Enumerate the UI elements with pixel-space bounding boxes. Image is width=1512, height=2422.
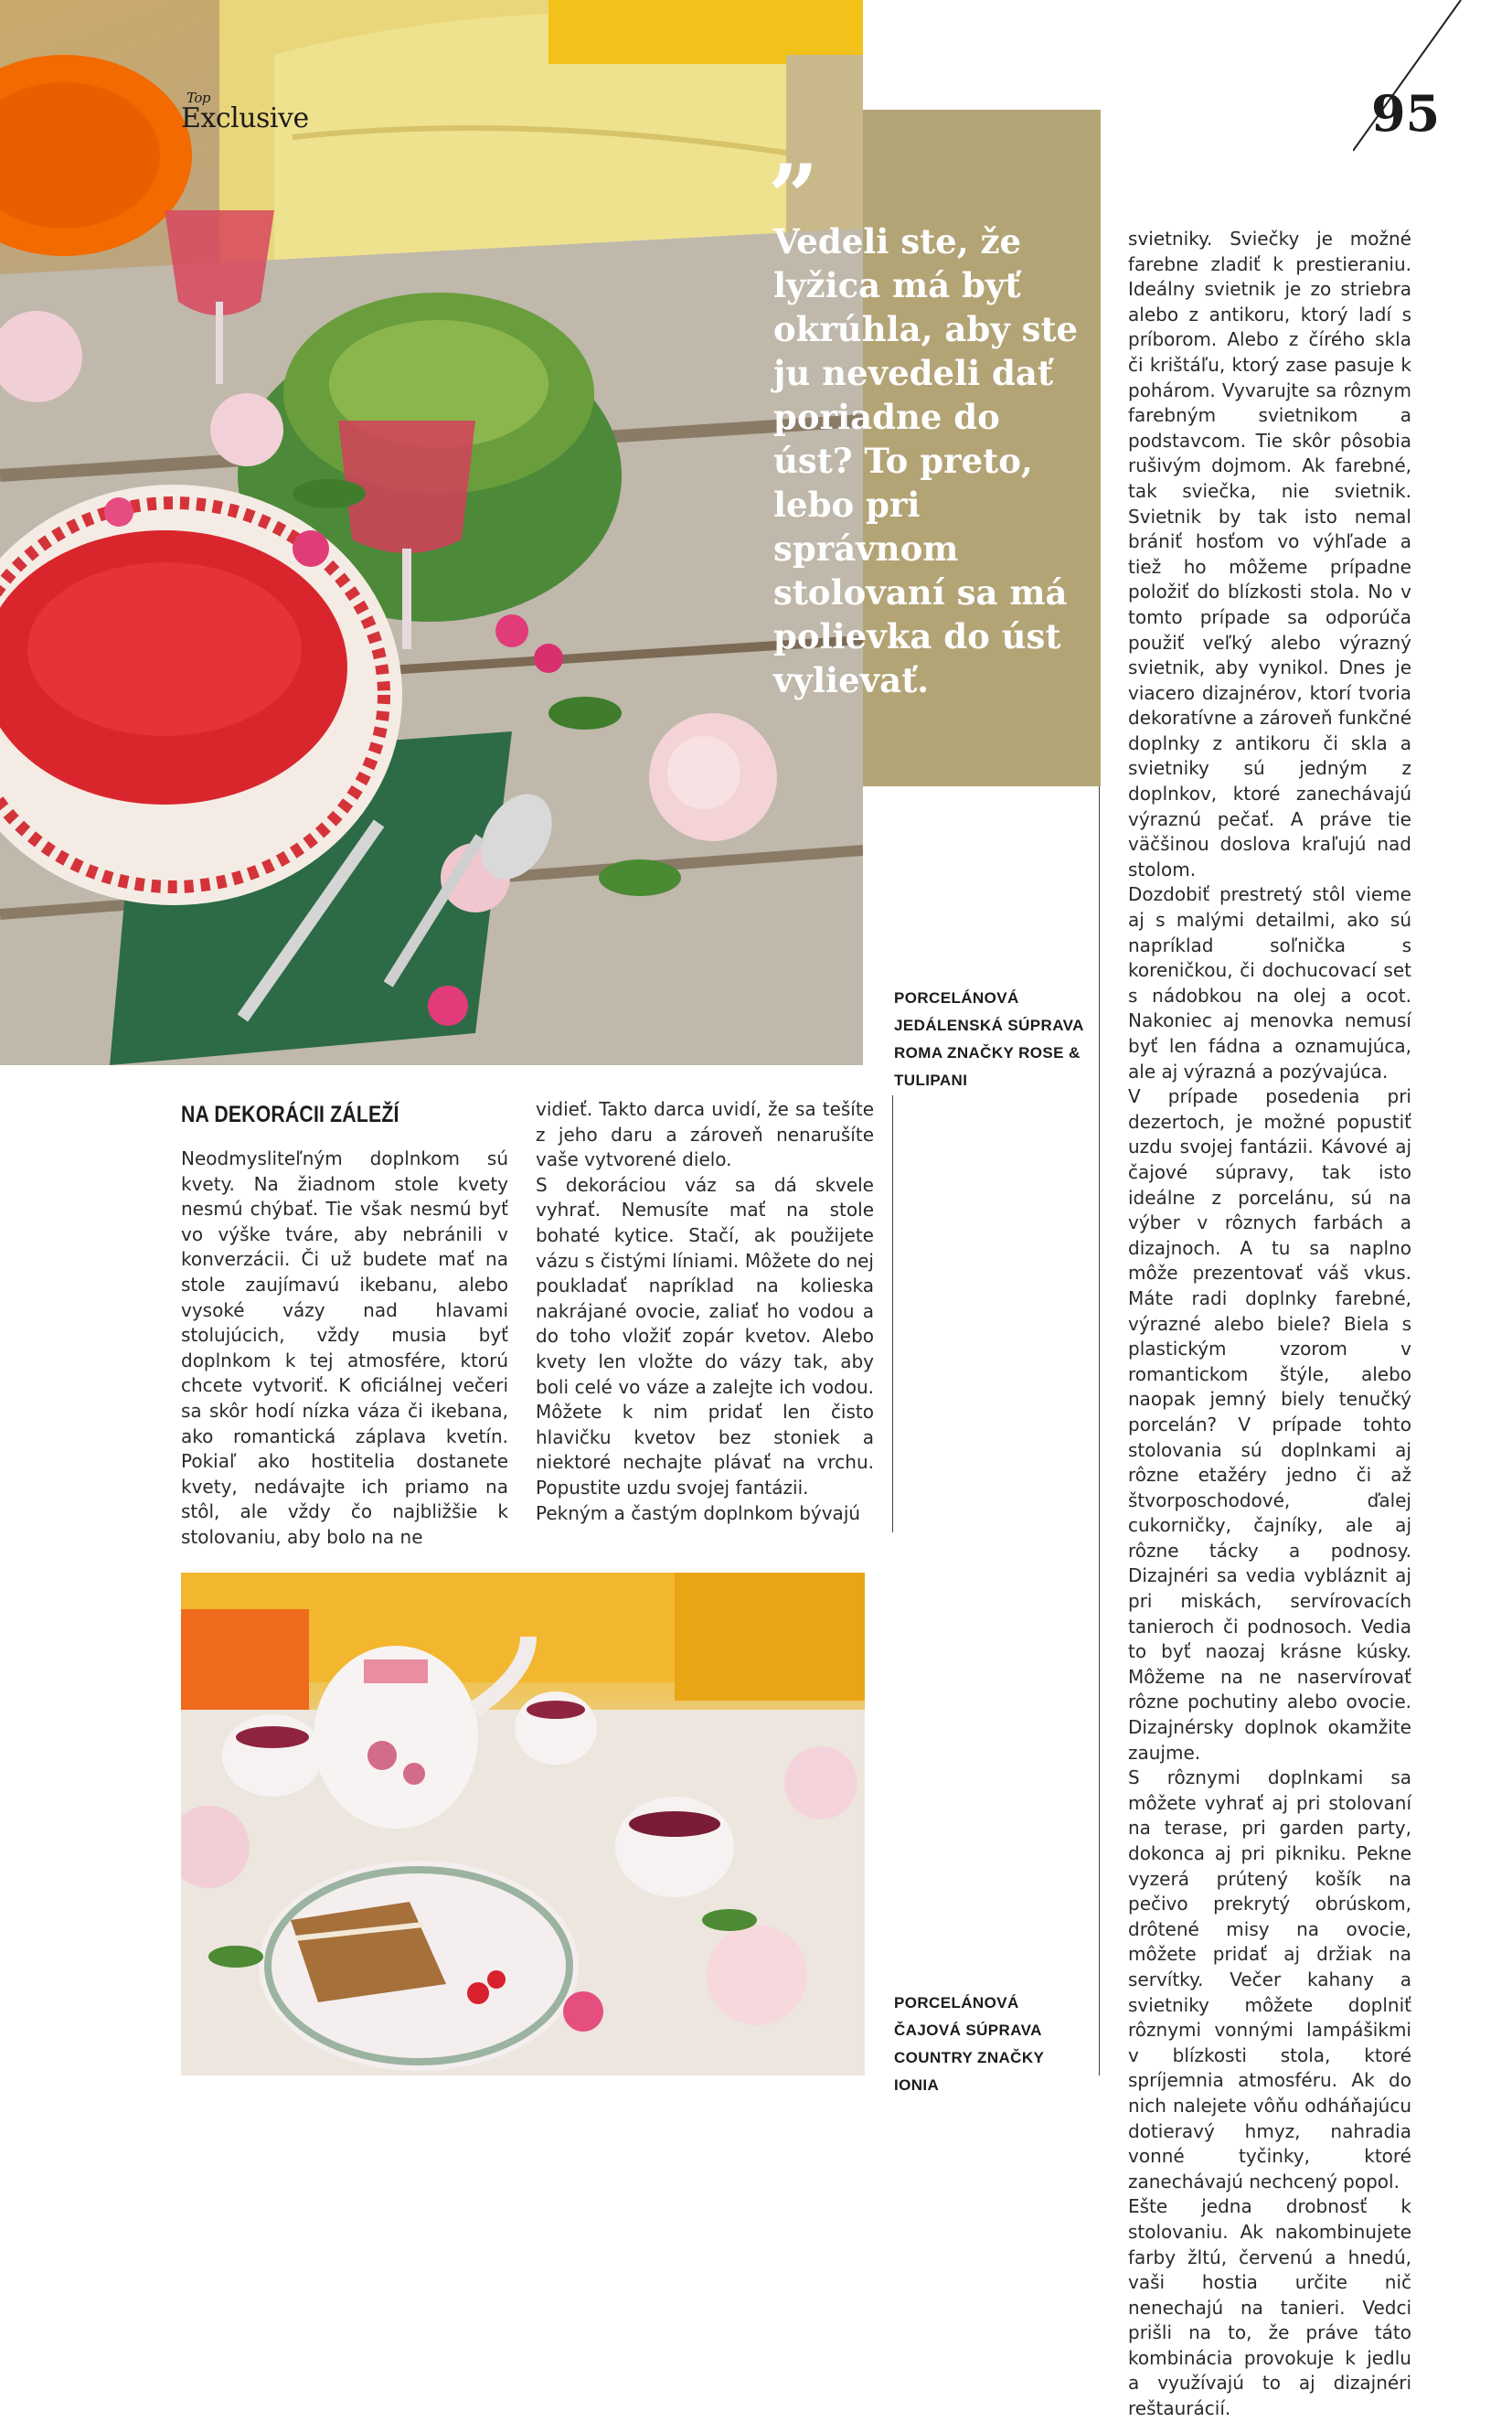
logo-prefix: Top (186, 90, 210, 106)
page-number: 95 (1371, 84, 1441, 143)
middle-paragraph: Pekným a častým doplnkom bývajú (536, 1501, 861, 1524)
logo-main-text: Exclusive (181, 102, 309, 134)
right-paragraph: Ešte jedna drobnosť k stolovaniu. Ak nakombinujete farby žltú, červenú a hnedú, vaši hostia určite nič nenechajú na tanieri. Vedci prišli na to, že práve táto kombinácia provokuje k jedlu a využívajú to aj dizajnéri reštaurácií. (1128, 2195, 1411, 2420)
table-setting-photo (0, 0, 863, 1065)
right-paragraph: svietniky. Sviečky je možné farebne zladiť k prestieraniu. Ideálny svietnik je zo striebra alebo z antikoru, ktorý ladí s príborom. Alebo z čírého skla či krištáľu, ktorý zase pasuje k pohárom. Vyvarujte sa rôznym farebným svietnikom a podstavcom. Tie skôr pôsobia rušivým dojmom. Ak farebné, tak sviečka, nie svietnik. Svietnik by tak isto nemal brániť hosťom vo výhľade a tiež ho môžeme prípadne položiť do blízkosti stola. No v tomto prípade sa odporúča použiť veľký alebo výrazný svietnik, aby vynikol. Dnes je viacero dizajnérov, ktorí tvoria dekoratívne a zároveň funkčné doplnky z antikoru či skla a svietniky sú jedným z doplnkov, ktoré zanechávajú výraznú pečať. A práve tie väčšinou doslova kraľujú nad stolom. (1128, 228, 1411, 880)
magazine-logo (181, 90, 309, 134)
pull-quote: Vedeli ste, že lyžica má byť okrúhla, aby ste ju nevedeli dať poriadne do úst? To preto, lebo pri správnom stolovaní sa má polievka do úst vylievať. (773, 221, 1079, 700)
tea-set-photo (181, 1573, 865, 2075)
caption-divider-top (892, 1095, 893, 1532)
photo-caption-top: PORCELÁNOVÁ JEDÁLENSKÁ SÚPRAVA ROMA ZNAČKY ROSE & TULIPANI (894, 989, 1084, 1089)
photo-caption-bottom: PORCELÁNOVÁ ČAJOVÁ SÚPRAVA COUNTRY ZNAČKY IONIA (894, 1994, 1044, 2094)
middle-paragraph: vidieť. Takto darca uvidí, že sa tešíte z jeho daru a zároveň nenarušíte vaše vytvorené dielo. (536, 1098, 874, 1171)
right-paragraph: S rôznymi doplnkami sa môžete vyhrať aj pri stolovaní na terase, pri garden party, dokonca aj pri pikniku. Pekne vyzerá prútený košík na pečivo prekrytý obrúskom, drôtené misy na ovocie, môžete pridať aj držiak na servítky. Večer kahany a svietniky môžete doplniť rôznymi vonnými lampášikmi v blízkosti stola, ktoré spríjemnia atmosféru. Ak do nich nalejete vôňu odháňajúcu dotieravý hmyz, nahradia vonné tyčinky, ktoré zanechávajú nechcený popol. (1128, 1766, 1411, 2193)
right-paragraph: V prípade posedenia pri dezertoch, je možné popustiť uzdu svojej fantázii. Kávové aj čajové súpravy, tak isto ideálne z porcelánu, sú na výber v rôznych farbách a dizajnoch. A tu sa naplno môže prezentovať váš vkus. Máte radi doplnky farebné, výrazné alebo biele? Biela s plastickým vzorom v romantickom štýle, alebo naopak jemný biely tenučký porcelán? V prípade tohto stolovania sú doplnkami aj rôzne etažéry jedno či až štvorposchodové, ďalej cukorničky, čajníky, ale aj rôzne tácky a podnosy. Dizajnéri sa vedia vybláznit aj pri miskách, servírovacích tanieroch či podnosoch. Vedia to byť naozaj krásne kúsky. Môžeme na ne naservírovať rôzne pochutiny alebo ovocie. Dizajnérsky doplnok okamžite zaujme. (1128, 1085, 1411, 1764)
section-heading: NA DEKORÁCII ZÁLEŽÍ (181, 1102, 399, 1127)
article-column-left (181, 1147, 508, 1551)
left-paragraph: Neodmysliteľným doplnkom sú kvety. Na žiadnom stole kvety nesmú chýbať. Tie však nesmú byť vo výške tváre, aby nebránili v konverzácii. Či už budete mať na stole zaujímavú ikebanu, alebo vysoké vázy nad hlavami stolujúcich, vždy musia byť doplnkom k tej atmosfére, ktorú chcete vytvoriť. K oficiálnej večeri sa skôr hodí nízka váza či ikebana, ako romantická záplava kvetín. Pokiaľ ako hostitelia dostanete kvety, nedávajte ich priamo na stôl, ale vždy čo najbližšie k stolovaniu, aby bolo na ne (181, 1147, 508, 1548)
quote-mark-icon: ” (768, 145, 819, 249)
middle-paragraph: S dekoráciou váz sa dá skvele vyhrať. Nemusíte mať na stole bohaté kytice. Stačí, ak použijete vázu s čistými líniami. Môžete do nej poukladať napríklad na kolieska nakrájané ovocie, zaliať ho vodou a do toho vložiť zopár kvetov. Alebo kvety len vložte do vázy tak, aby boli celé vo váze a zalejte ich vodou. Môžete k nim pridať len čisto hlavičku kvetov bez stoniek a niektoré nechajte plávať na vrchu. Popustite uzdu svojej fantázii. (536, 1173, 874, 1499)
right-paragraph: Dozdobiť prestretý stôl vieme aj s malými detailmi, ako sú napríklad soľnička s koreničkou, či dochucovací set s nádobkou na olej a ocot. Nakoniec aj menovka nemusí byť len fádna a oznamujúca, ale aj výrazná a pozývajúca. (1128, 883, 1411, 1083)
article-column-middle (536, 1097, 874, 1526)
article-column-right (1128, 227, 1411, 2422)
column-divider-right (1099, 786, 1100, 2075)
